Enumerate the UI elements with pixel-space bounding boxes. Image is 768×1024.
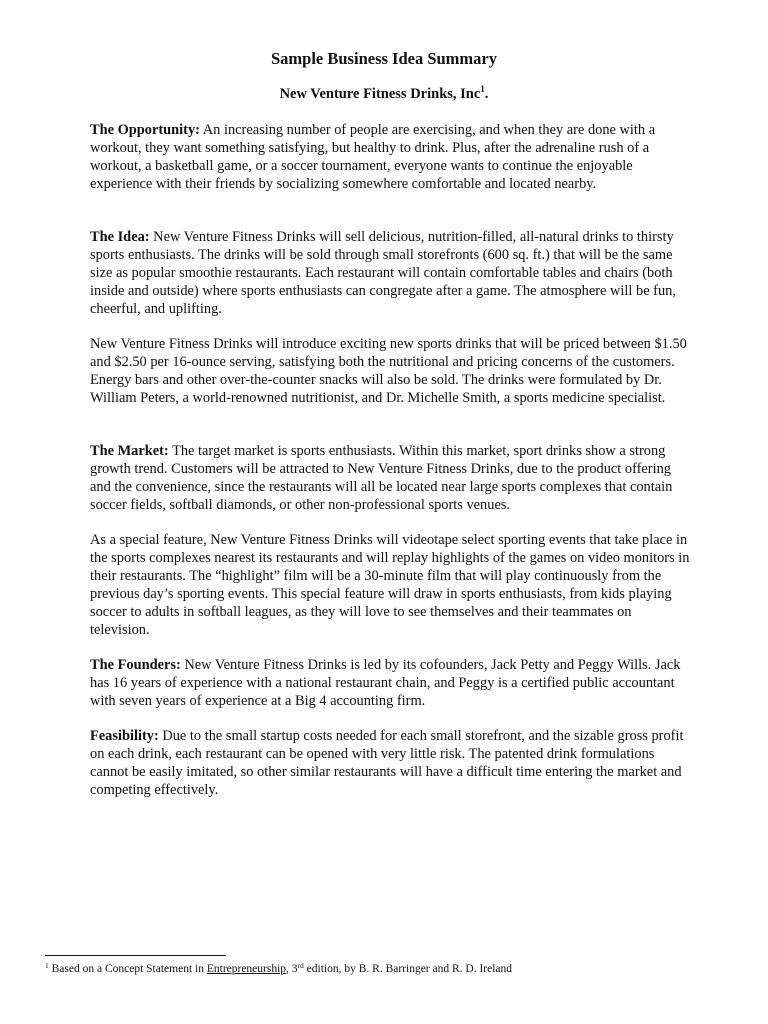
market-body: The target market is sports enthusiasts. Within this market, sport drinks show a strong growth trend. Customers will be attracted to New Venture Fitness Drinks, due to the product offering and the convenience, since the restaurants will all be located near large sports complexes that contain soccer fields, softball diamonds, or other non-professional sports venues. bbox=[90, 443, 673, 513]
idea-body: New Venture Fitness Drinks will sell delicious, nutrition-filled, all-natural drinks to thirsty sports enthusiasts. The drinks will be sold through small storefronts (600 sq. ft.) that will be the same size as popular smoothie restaurants. Each restaurant will contain comfortable tables and chairs (both inside and outside) where sports enthusiasts can congregate after a game. The atmosphere will be fun, cheerful, and uplifting. bbox=[90, 229, 676, 317]
founders-paragraph bbox=[90, 656, 690, 710]
idea-paragraph bbox=[90, 228, 690, 318]
subtitle-period: . bbox=[484, 86, 489, 102]
drinks-paragraph bbox=[90, 335, 690, 407]
market-heading: The Market: bbox=[90, 443, 169, 459]
footnote-book-title: Entrepreneurship bbox=[206, 963, 287, 975]
special-feature-body: As a special feature, New Venture Fitness Drinks will videotape select sporting events that take place in the sports complexes nearest its restaurants and will replay highlights of the games on video monitors in their restaurants. The “highlight” film will be a 30-minute film that will play continuously from the previous day’s sporting events. This special feature will draw in sports enthusiasts, from kids playing soccer to adults in softball leagues, as they will love to see themselves and their teammates on television. bbox=[90, 532, 690, 638]
footnote-divider bbox=[45, 955, 226, 956]
document-title: Sample Business Idea Summary bbox=[271, 49, 497, 68]
footnote-comma: , 3 bbox=[286, 963, 298, 975]
footnote-tail: edition, by B. R. Barringer and R. D. Ireland bbox=[303, 963, 513, 975]
feasibility-body: Due to the small startup costs needed for each small storefront, and the sizable gross profit on each drink, each restaurant can be opened with very little risk. The patented drink formulations cannot be easily imitated, so other similar restaurants will have a difficult time entering the market and competing effectively. bbox=[90, 728, 684, 798]
market-paragraph bbox=[90, 442, 690, 514]
subtitle-footnote-mark: 1 bbox=[480, 84, 485, 94]
footnote-ordinal: rd bbox=[297, 961, 304, 970]
document-subtitle bbox=[0, 86, 768, 103]
footnote-mark: 1 bbox=[45, 961, 49, 970]
opportunity-paragraph bbox=[90, 121, 690, 193]
subtitle-text: New Venture Fitness Drinks, Inc bbox=[279, 86, 481, 102]
feasibility-heading: Feasibility: bbox=[90, 728, 159, 744]
idea-heading: The Idea: bbox=[90, 229, 150, 245]
feasibility-paragraph bbox=[90, 727, 690, 799]
drinks-body: New Venture Fitness Drinks will introduce exciting new sports drinks that will be priced between $1.50 and $2.50 per 16-ounce serving, satisfying both the nutritional and pricing concerns of the customers. Energy bars and other over-the-counter snacks will also be sold. The drinks were formulated by Dr. William Peters, a world-renowned nutritionist, and Dr. Michelle Smith, a sports medicine specialist. bbox=[90, 336, 687, 406]
special-feature-paragraph bbox=[90, 531, 690, 639]
founders-heading: The Founders: bbox=[90, 657, 181, 673]
founders-body: New Venture Fitness Drinks is led by its cofounders, Jack Petty and Peggy Wills. Jack has 16 years of experience with a national restaurant chain, and Peggy is a certified public accountant with seven years of experience at a Big 4 accounting firm. bbox=[90, 657, 681, 709]
opportunity-heading: The Opportunity: bbox=[90, 122, 200, 138]
opportunity-body: An increasing number of people are exercising, and when they are done with a workout, they want something satisfying, but healthy to drink. Plus, after the adrenaline rush of a workout, a basketball game, or a soccer tournament, everyone wants to continue the enjoyable experience with their friends by socializing somewhere comfortable and located nearby. bbox=[90, 122, 656, 192]
footnote-lead: Based on a Concept Statement in bbox=[48, 963, 207, 975]
footnote bbox=[45, 962, 512, 976]
